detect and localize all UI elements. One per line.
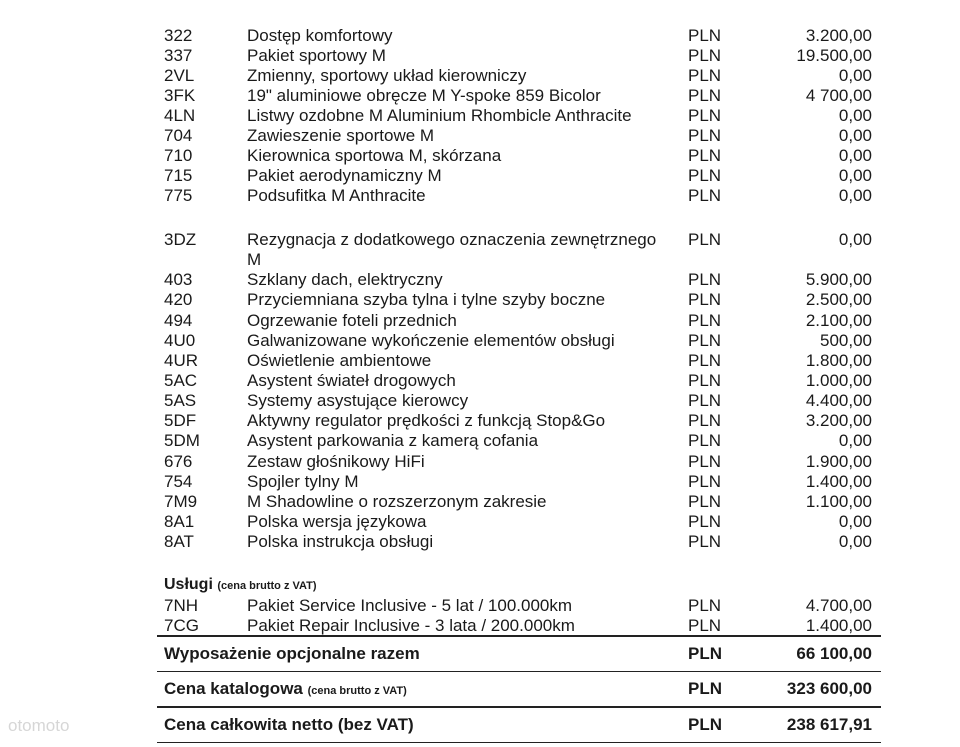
list-item <box>0 411 960 432</box>
option-code: 2VL <box>164 66 195 85</box>
currency: PLN <box>688 290 722 309</box>
list-item <box>0 290 960 311</box>
list-item <box>0 126 960 147</box>
option-description: Dostęp komfortowy <box>247 26 393 45</box>
currency: PLN <box>688 512 722 531</box>
list-item <box>0 452 960 473</box>
option-description: Polska instrukcja obsługi <box>247 532 434 551</box>
option-code: 3DZ <box>164 230 197 249</box>
amount: 1.400,00 <box>805 472 872 491</box>
divider <box>157 742 881 743</box>
option-code: 775 <box>164 186 193 205</box>
list-item <box>0 616 960 637</box>
option-code: 754 <box>164 472 193 491</box>
currency: PLN <box>688 351 722 370</box>
divider <box>157 671 881 672</box>
option-description: Polska wersja językowa <box>247 512 427 531</box>
list-item <box>0 46 960 67</box>
currency: PLN <box>688 715 722 734</box>
option-code: 8AT <box>164 532 194 551</box>
option-description: Oświetlenie ambientowe <box>247 351 432 370</box>
currency: PLN <box>688 371 722 390</box>
option-description: Zmienny, sportowy układ kierowniczy <box>247 66 527 85</box>
option-code: 494 <box>164 311 193 330</box>
option-description: Podsufitka M Anthracite <box>247 186 426 205</box>
amount: 1.100,00 <box>805 492 872 511</box>
option-description: Ogrzewanie foteli przednich <box>247 311 457 330</box>
amount: 500,00 <box>820 331 872 350</box>
services-title: Usługi <box>164 576 213 593</box>
amount: 4.700,00 <box>805 596 872 615</box>
option-code: 5AS <box>164 391 197 410</box>
option-description: Pakiet sportowy M <box>247 46 386 65</box>
total-amount: 66 100,00 <box>796 644 872 663</box>
currency: PLN <box>688 391 722 410</box>
option-description: Zestaw głośnikowy HiFi <box>247 452 425 471</box>
service-description: Pakiet Service Inclusive - 5 lat / 100.000km <box>247 596 573 615</box>
currency: PLN <box>688 26 722 45</box>
total-label: Wyposażenie opcjonalne razem <box>164 644 420 663</box>
option-code: 4LN <box>164 106 196 125</box>
list-item <box>0 391 960 412</box>
currency: PLN <box>688 166 722 185</box>
option-description: Listwy ozdobne M Aluminium Rhombicle Anthracite <box>247 106 632 125</box>
list-item <box>0 186 960 207</box>
option-description: 19" aluminiowe obręcze M Y-spoke 859 Bicolor <box>247 86 601 105</box>
amount: 0,00 <box>838 106 872 125</box>
amount: 0,00 <box>838 431 872 450</box>
currency: PLN <box>688 186 722 205</box>
amount: 2.100,00 <box>805 311 872 330</box>
service-description: Pakiet Repair Inclusive - 3 lata / 200.000km <box>247 616 575 635</box>
list-item <box>0 371 960 392</box>
option-code: 7M9 <box>164 492 198 511</box>
option-description: Przyciemniana szyba tylna i tylne szyby boczne <box>247 290 606 309</box>
option-code: 403 <box>164 270 193 289</box>
amount: 3.200,00 <box>805 411 872 430</box>
option-description: Asystent świateł drogowych <box>247 371 456 390</box>
list-item <box>0 230 960 271</box>
option-description: Asystent parkowania z kamerą cofania <box>247 431 539 450</box>
list-item <box>0 106 960 127</box>
watermark: otomoto <box>8 716 70 735</box>
option-code: 420 <box>164 290 193 309</box>
option-description: Spojler tylny M <box>247 472 359 491</box>
option-code: 5AC <box>164 371 198 390</box>
amount: 0,00 <box>838 126 872 145</box>
list-item <box>0 492 960 513</box>
option-code: 337 <box>164 46 193 65</box>
currency: PLN <box>688 86 722 105</box>
option-code: 710 <box>164 146 193 165</box>
currency: PLN <box>688 411 722 430</box>
option-description: Galwanizowane wykończenie elementów obsługi <box>247 331 615 350</box>
option-code: 4U0 <box>164 331 196 350</box>
currency: PLN <box>688 679 722 698</box>
currency: PLN <box>688 472 722 491</box>
option-code: 5DF <box>164 411 197 430</box>
amount: 1.000,00 <box>805 371 872 390</box>
option-description: Zawieszenie sportowe M <box>247 126 435 145</box>
amount: 1.800,00 <box>805 351 872 370</box>
option-code: 5DM <box>164 431 200 450</box>
currency: PLN <box>688 644 722 663</box>
amount: 0,00 <box>838 230 872 249</box>
list-item <box>0 596 960 617</box>
currency: PLN <box>688 106 722 125</box>
list-item <box>0 66 960 87</box>
total-label: Cena całkowita netto (bez VAT) <box>164 715 414 734</box>
amount: 5.900,00 <box>805 270 872 289</box>
list-item <box>0 26 960 47</box>
amount: 0,00 <box>838 66 872 85</box>
option-description: M Shadowline o rozszerzonym zakresie <box>247 492 547 511</box>
list-item <box>0 532 960 553</box>
amount: 0,00 <box>838 532 872 551</box>
option-code: 4UR <box>164 351 199 370</box>
currency: PLN <box>688 46 722 65</box>
option-code: 3FK <box>164 86 196 105</box>
list-item <box>0 331 960 352</box>
amount: 0,00 <box>838 512 872 531</box>
currency: PLN <box>688 492 722 511</box>
option-code: 676 <box>164 452 193 471</box>
total-amount: 238 617,91 <box>786 715 872 734</box>
service-code: 7CG <box>164 616 199 635</box>
currency: PLN <box>688 431 722 450</box>
amount: 1.400,00 <box>805 616 872 635</box>
list-item <box>0 512 960 533</box>
amount: 2.500,00 <box>805 290 872 309</box>
option-description: Kierownica sportowa M, skórzana <box>247 146 502 165</box>
optional-equipment-total <box>0 640 960 668</box>
amount: 0,00 <box>838 146 872 165</box>
currency: PLN <box>688 596 722 615</box>
total-label-text: Cena katalogowa <box>164 679 303 698</box>
list-item <box>0 146 960 167</box>
currency: PLN <box>688 230 722 249</box>
total-label <box>164 675 407 705</box>
list-item <box>0 311 960 332</box>
currency: PLN <box>688 452 722 471</box>
option-code: 715 <box>164 166 193 185</box>
option-code: 8A1 <box>164 512 195 531</box>
amount: 0,00 <box>838 186 872 205</box>
divider <box>157 635 881 637</box>
option-description: Pakiet aerodynamiczny M <box>247 166 442 185</box>
option-description: Systemy asystujące kierowcy <box>247 391 469 410</box>
amount: 19.500,00 <box>796 46 872 65</box>
list-item <box>0 431 960 452</box>
total-label-note: (cena brutto z VAT) <box>307 685 407 697</box>
list-item <box>0 351 960 372</box>
currency: PLN <box>688 146 722 165</box>
list-item <box>0 472 960 493</box>
list-item <box>0 166 960 187</box>
total-amount: 323 600,00 <box>786 679 872 698</box>
amount: 4 700,00 <box>805 86 872 105</box>
currency: PLN <box>688 126 722 145</box>
currency: PLN <box>688 532 722 551</box>
services-heading <box>164 575 317 596</box>
service-code: 7NH <box>164 596 199 615</box>
option-description: Aktywny regulator prędkości z funkcją Stop&Go <box>247 411 606 430</box>
currency: PLN <box>688 270 722 289</box>
amount: 1.900,00 <box>805 452 872 471</box>
option-description: Szklany dach, elektryczny <box>247 270 443 289</box>
list-item <box>0 270 960 291</box>
net-price-total <box>0 711 960 739</box>
currency: PLN <box>688 311 722 330</box>
amount: 0,00 <box>838 166 872 185</box>
currency: PLN <box>688 66 722 85</box>
list-item <box>0 86 960 107</box>
catalog-price-total <box>0 675 960 703</box>
option-description: Rezygnacja z dodatkowego oznaczenia zewnętrznego M <box>247 230 657 269</box>
option-code: 704 <box>164 126 193 145</box>
amount: 4.400,00 <box>805 391 872 410</box>
currency: PLN <box>688 616 722 635</box>
option-code: 322 <box>164 26 193 45</box>
divider <box>157 706 881 708</box>
services-note: (cena brutto z VAT) <box>217 580 317 592</box>
amount: 3.200,00 <box>805 26 872 45</box>
currency: PLN <box>688 331 722 350</box>
